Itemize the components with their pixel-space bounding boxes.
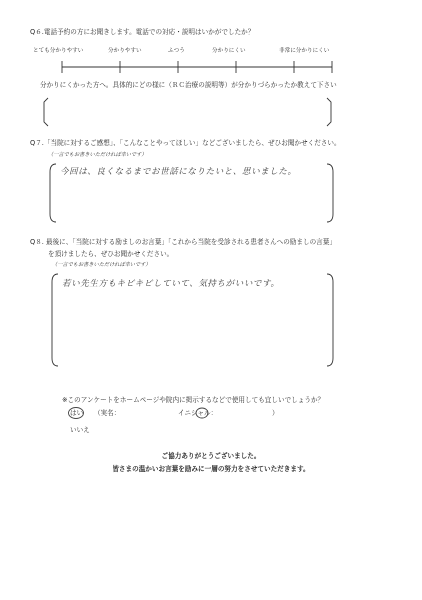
q7-question: Q７.「当院に対するご感想」、「こんなことやってほしい」などございましたら、ぜひお聞かせください。 [30, 139, 341, 147]
homepage-option-no[interactable]: いいえ [70, 426, 90, 434]
homepage-question: ※このアンケートをホームページや院内に掲示するなどで使用しても宜しいでしょうか？ [62, 396, 325, 404]
homepage-initial-label: イニシャル： [178, 409, 218, 417]
q7-bracket-right [327, 164, 333, 222]
closing-thanks: ご協力ありがとうございました。 [161, 452, 261, 460]
q7-bracket-left [50, 164, 56, 222]
q6-scale-label-1: とても分かりやすい [33, 48, 84, 54]
initial-mark-circle [196, 408, 208, 418]
q8-bracket-left [52, 274, 58, 366]
q8-question-line1: Q８. 最後に、「当院に対する励ましのお言葉」「これから当院を受診される患者さんへの励ましの言葉」 [30, 238, 336, 246]
homepage-option-yes[interactable]: はい [70, 409, 84, 417]
q6-scale-label-3: ふつう [168, 48, 185, 54]
q6-scale-label-5: 非常に分かりにくい [279, 48, 330, 54]
q8-handwritten-answer[interactable]: 若い先生方もキビキビしていて、気持ちがいいです。 [62, 279, 280, 289]
q6-scale-label-4: 分かりにくい [212, 48, 246, 54]
q6-followup: 分かりにくかった方へ。具体的にどの様に（ＲＣ治療の説明等）が分かりづらかったか教えて下さい [40, 81, 337, 89]
q8-question-line2: を頂けましたら、ぜひお聞かせください。 [48, 250, 174, 258]
q6-question: Q６.電話予約の方にお聞きします。電話での対応・説明はいかがでしたか？ [30, 28, 255, 36]
yes-selection-circle [69, 408, 84, 419]
q7-handwritten-answer[interactable]: 今回は、良くなるまでお世話になりたいと、思いました。 [60, 167, 297, 177]
q6-bracket-left [44, 98, 48, 126]
homepage-real-name-label: （実名： [94, 409, 121, 417]
homepage-close-paren: ） [272, 409, 279, 417]
q8-bracket-right [327, 274, 333, 366]
q6-scale-label-2: 分かりやすい [108, 48, 142, 54]
q8-note: （一言でもお書きいただければ幸いです） [52, 262, 151, 268]
q7-note: （一言でもお書きいただければ幸いです） [48, 152, 147, 158]
q6-bracket-right [327, 98, 331, 126]
closing-message: 皆さまの温かいお言葉を励みに一層の努力をさせていただきます。 [112, 465, 310, 473]
